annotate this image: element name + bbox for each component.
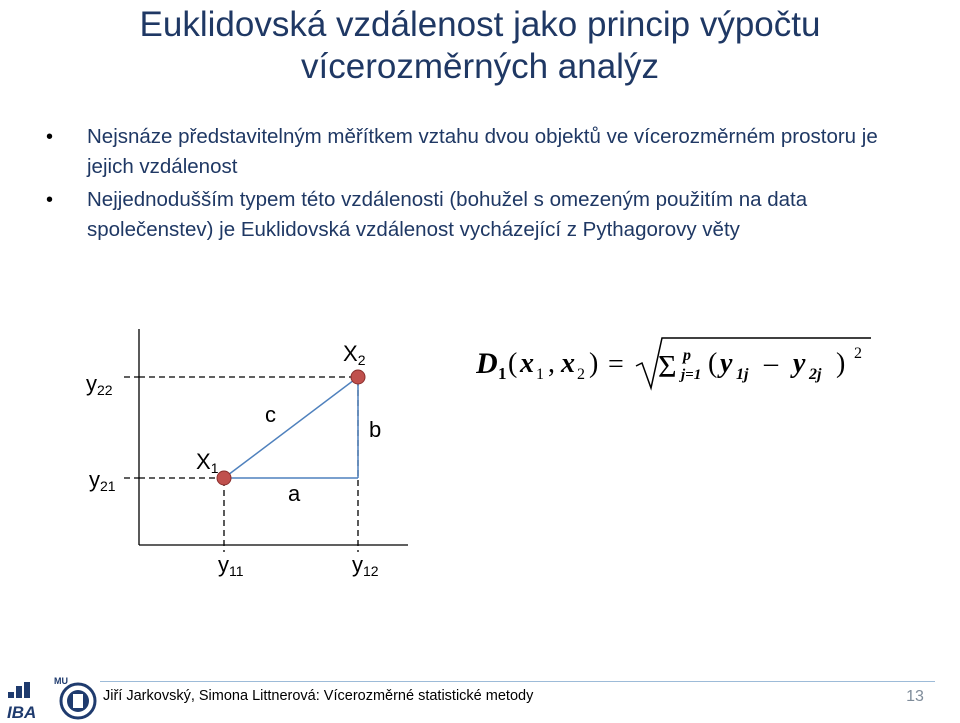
formula-y2: y [793, 348, 806, 379]
label-x2: $X_2$ [343, 341, 366, 368]
formula-y1: y [720, 348, 733, 379]
formula-d-sub: 1 [498, 364, 507, 383]
label-y22: $y_{22}$ [86, 371, 113, 398]
label-y12: $y_{12}$ [352, 552, 379, 579]
bullet-text: Nejsnáze představitelným měřítkem vztahu dvou objektů ve vícerozměrném prostoru je jejich vzdálenost [87, 125, 878, 178]
label-y21: $y_{21}$ [89, 467, 116, 494]
formula-power: 2 [854, 345, 862, 362]
formula-sigma: Σ [658, 348, 677, 384]
bullet-text: Nejjednodušším typem této vzdálenosti (bohužel s omezeným použitím na data společenstev) je Euklidovská vzdálenost vycházející z Pythagorovy věty [87, 188, 808, 241]
label-y11: $y_{11}$ [218, 552, 244, 579]
formula-close-paren: ) [589, 348, 599, 379]
formula-minus: – [764, 348, 778, 379]
mu-logo-text: MU [54, 676, 68, 686]
bullet-dot-icon: • [46, 126, 54, 148]
formula-d: D [476, 347, 498, 380]
formula-y2-sub: 2j [809, 366, 822, 383]
label-side-c: c [265, 402, 276, 427]
formula-x2-sub: 2 [577, 366, 585, 383]
euclidean-distance-formula [476, 336, 876, 396]
label-x1: $X_1$ [196, 449, 219, 476]
label-side-a: a [288, 481, 301, 506]
footer-divider [100, 681, 935, 682]
mu-seal-logo [52, 674, 98, 720]
formula-sum-upper: p [683, 347, 691, 364]
formula-open-paren: ( [508, 348, 518, 379]
title-line-2: vícerozměrných analýz [301, 47, 659, 86]
formula-open-paren-2: ( [708, 348, 718, 379]
bullet-dot-icon: • [46, 189, 54, 211]
formula-y1-sub: 1j [736, 366, 749, 383]
label-side-b: b [369, 417, 382, 442]
formula-x2: x [561, 348, 575, 379]
formula-equals: = [608, 349, 624, 380]
formula-sum-lower: j=1 [681, 367, 702, 383]
formula-x1-sub: 1 [536, 366, 544, 383]
title-line-1: Euklidovská vzdálenost jako princip výpočtu [139, 5, 821, 44]
iba-logo-text: IBA [7, 703, 37, 720]
side-c-line [224, 377, 358, 478]
point-x1 [217, 471, 231, 485]
footer-authors: Jiří Jarkovský, Simona Littnerová: Vícerozměrné statistické metody [103, 688, 534, 704]
formula-comma: , [548, 348, 555, 379]
page-number: 13 [906, 688, 924, 705]
point-x2 [351, 370, 365, 384]
iba-logo [6, 680, 48, 720]
formula-x1: x [520, 348, 534, 379]
formula-close-paren-2: ) [836, 348, 846, 379]
